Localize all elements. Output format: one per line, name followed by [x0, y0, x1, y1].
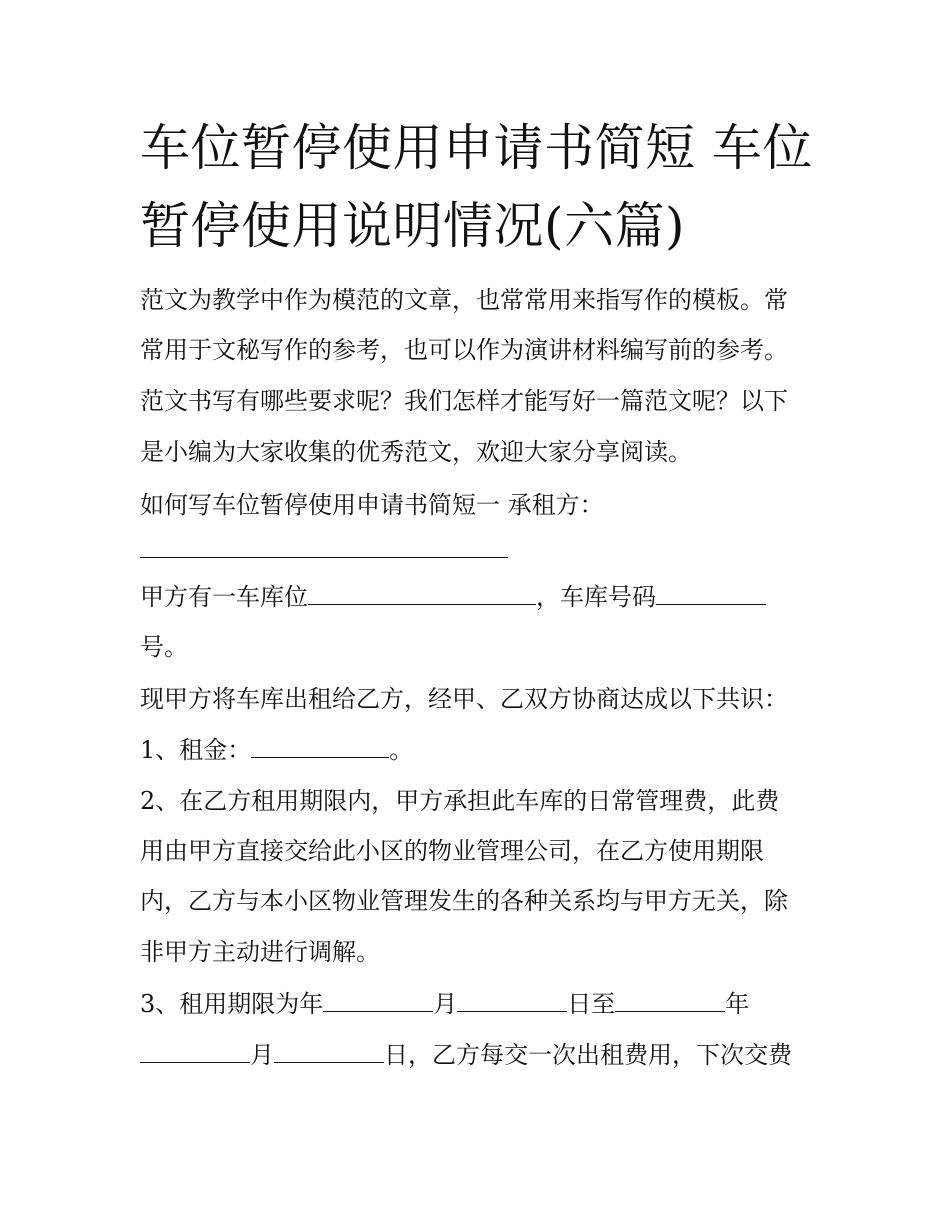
clause-garage-text-1: 甲方有一车库位 — [140, 583, 308, 611]
intro-line-4: 是小编为大家收集的优秀范文，欢迎大家分享阅读。 — [140, 438, 692, 466]
clause-1-end: 。 — [389, 736, 414, 764]
clause-garage-line — [140, 582, 766, 612]
clause-3-text-2: 月 — [433, 990, 458, 1018]
document-title-line-2: 暂停使用说明情况(六篇) — [140, 197, 686, 255]
section-heading: 如何写车位暂停使用申请书简短一 承租方： — [140, 491, 604, 519]
clause-3-line-1 — [140, 989, 749, 1019]
clause-3-text-3: 日至 — [567, 990, 616, 1018]
start-year-blank — [323, 989, 433, 1012]
clause-2-line-3: 内，乙方与本小区物业管理发生的各种关系均与甲方无关，除 — [140, 887, 788, 915]
intro-line-3: 范文书写有哪些要求呢？我们怎样才能写好一篇范文呢？以下 — [140, 387, 788, 415]
clause-1-line — [140, 735, 413, 765]
garage-location-blank — [308, 582, 536, 605]
start-month-blank — [457, 989, 567, 1012]
rent-blank — [251, 735, 389, 758]
clause-2-line-2: 用由甲方直接交给此小区的物业管理公司，在乙方使用期限 — [140, 837, 764, 865]
clause-3-text-4: 年 — [725, 990, 750, 1018]
clause-intro: 现甲方将车库出租给乙方，经甲、乙双方协商达成以下共识： — [140, 685, 788, 713]
clause-2-line-1: 2、在乙方租用期限内，甲方承担此车库的日常管理费，此费 — [140, 787, 780, 815]
clause-3-text-1: 3、租用期限为年 — [140, 990, 324, 1018]
end-month-blank — [140, 1040, 250, 1063]
end-day-blank — [274, 1040, 384, 1063]
clause-1-label: 1、租金： — [140, 736, 252, 764]
clause-3-text-5: 月 — [250, 1041, 274, 1069]
intro-line-2: 常用于文秘写作的参考，也可以作为演讲材料编写前的参考。 — [140, 336, 788, 364]
document-title-line-1: 车位暂停使用申请书简短 车位 — [140, 119, 813, 177]
end-year-blank — [615, 989, 725, 1012]
garage-number-blank — [656, 582, 766, 605]
intro-line-1: 范文为教学中作为模范的文章，也常常用来指写作的模板。常 — [140, 286, 788, 314]
tenant-blank-line — [140, 557, 508, 558]
clause-garage-text-2: ，车库号码 — [536, 583, 656, 611]
clause-3-line-2 — [140, 1040, 792, 1070]
clause-3-text-6: 日，乙方每交一次出租费用，下次交费 — [384, 1041, 792, 1069]
clause-2-line-4: 非甲方主动进行调解。 — [140, 938, 380, 966]
clause-garage-end: 号。 — [140, 633, 188, 661]
